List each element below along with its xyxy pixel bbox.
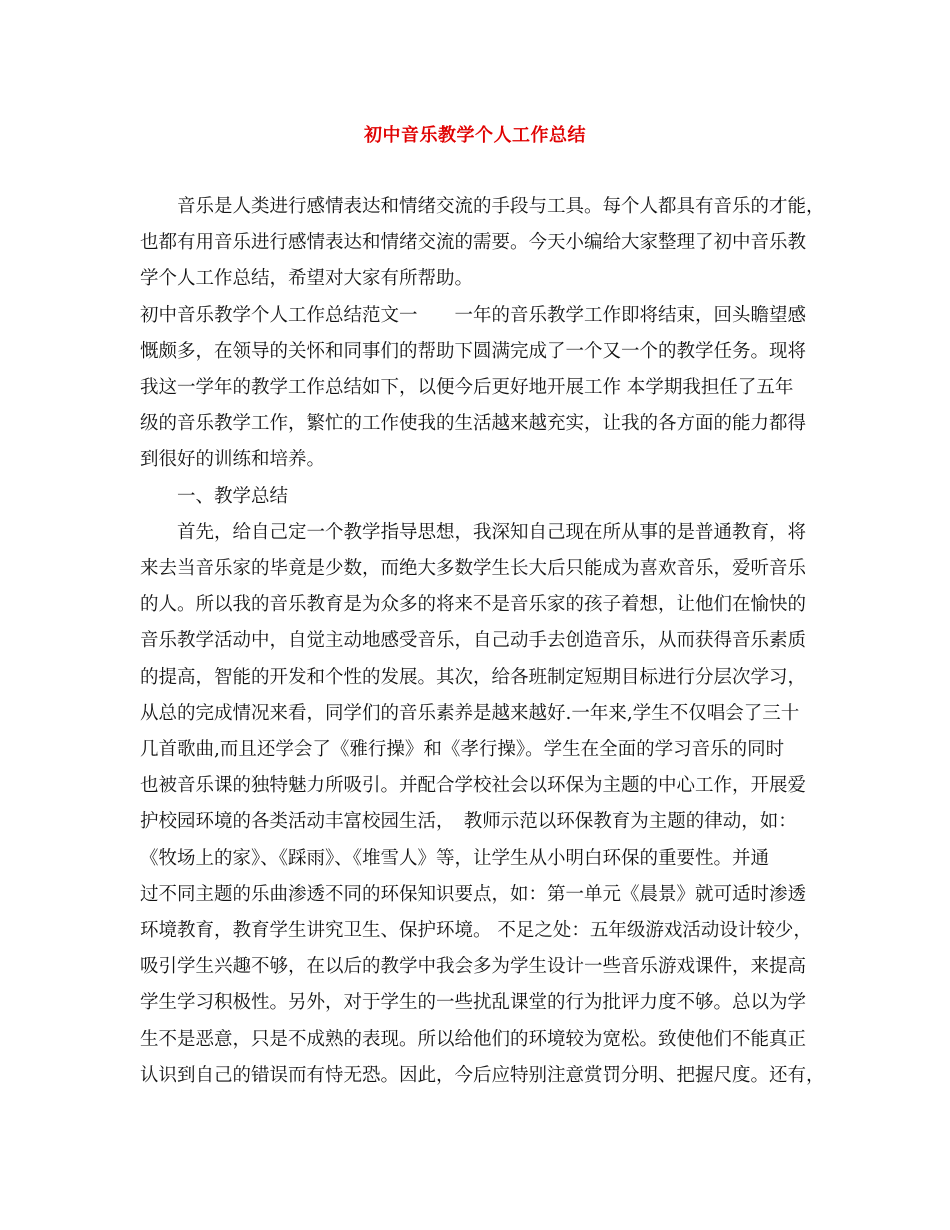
body-text-line: 的人。所以我的音乐教育是为众多的将来不是音乐家的孩子着想，让他们在愉快的	[140, 594, 807, 616]
body-text-line: 也都有用音乐进行感情表达和情绪交流的需要。今天小编给大家整理了初中音乐教	[140, 232, 807, 254]
body-text-line: 级的音乐教学工作，繁忙的工作使我的生活越来越充实，让我的各方面的能力都得	[140, 413, 807, 435]
body-text-line: 首先，给自己定一个教学指导思想，我深知自己现在所从事的是普通教育，将	[140, 521, 807, 543]
body-text-line: 到很好的训练和培养。	[140, 449, 326, 471]
body-text-line: 也被音乐课的独特魅力所吸引。并配合学校社会以环保为主题的中心工作，开展爱	[140, 775, 807, 797]
body-text-line: 音乐是人类进行感情表达和情绪交流的手段与工具。每个人都具有音乐的才能，	[140, 196, 825, 217]
body-text-line: 《牧场上的家》、《踩雨》、《堆雪人》等，让学生从小明白环保的重要性。并通	[140, 847, 770, 869]
body-text-line: 从总的完成情况来看，同学们的音乐素养是越来越好.一年来,学生不仅唱会了三十	[140, 702, 800, 724]
body-text-line: 一、教学总结	[140, 485, 289, 507]
body-text-line: 学生学习积极性。另外，对于学生的一些扰乱课堂的行为批评力度不够。总以为学	[140, 992, 807, 1014]
body-text-line: 生不是恶意，只是不成熟的表现。所以给他们的环境较为宽松。致使他们不能真正	[140, 1028, 807, 1050]
body-text-line: 认识到自己的错误而有恃无恐。因此，今后应特别注意赏罚分明、把握尺度。还有，	[140, 1064, 825, 1086]
body-text-line: 吸引学生兴趣不够，在以后的教学中我会多为学生设计一些音乐游戏课件，来提高	[140, 956, 807, 978]
body-text-line: 的提高，智能的开发和个性的发展。其次，给各班制定短期目标进行分层次学习，	[140, 666, 807, 688]
body-text-line: 音乐教学活动中，自觉主动地感受音乐，自己动手去创造音乐，从而获得音乐素质	[140, 630, 807, 652]
body-text-line: 慨颇多，在领导的关怀和同事们的帮助下圆满完成了一个又一个的教学任务。现将	[140, 340, 807, 362]
body-text-line: 我这一学年的教学工作总结如下，以便今后更好地开展工作 本学期我担任了五年	[140, 377, 794, 398]
body-text-line: 来去当音乐家的毕竟是少数，而绝大多数学生长大后只能成为喜欢音乐，爱听音乐	[140, 558, 807, 579]
document-title: 初中音乐教学个人工作总结	[364, 125, 586, 146]
body-text-line: 护校园环境的各类活动丰富校园生活， 教师示范以环保教育为主题的律动，如：	[140, 811, 797, 833]
body-text-line: 学个人工作总结，希望对大家有所帮助。	[140, 268, 474, 290]
body-text-line: 过不同主题的乐曲渗透不同的环保知识要点，如：第一单元《晨景》就可适时渗透	[140, 883, 807, 905]
body-text-line: 初中音乐教学个人工作总结范文一 一年的音乐教学工作即将结束，回头瞻望感	[140, 304, 807, 326]
body-text-line: 几首歌曲,而且还学会了《雅行操》和《孝行操》。学生在全面的学习音乐的同时	[140, 739, 785, 760]
body-text-line: 环境教育，教育学生讲究卫生、保护环境。 不足之处：五年级游戏活动设计较少，	[140, 920, 812, 941]
